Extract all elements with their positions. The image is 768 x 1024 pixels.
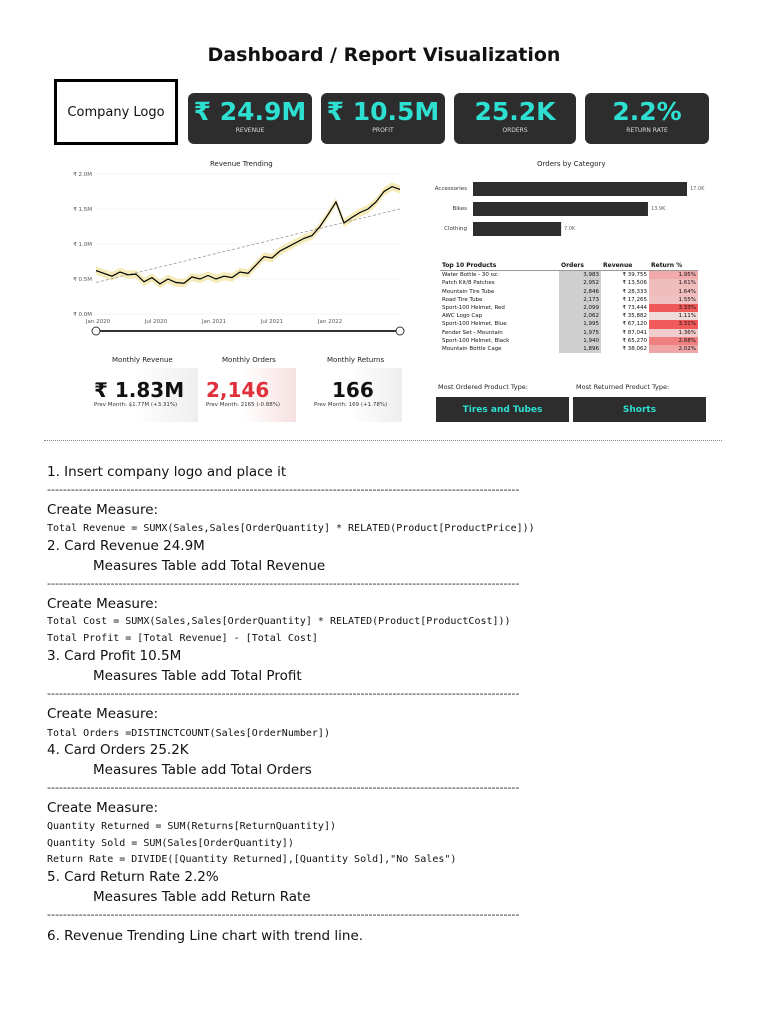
revenue-cell: ₹ 67,120 <box>622 321 647 328</box>
measure-total-orders: Total Orders =DISTINCTCOUNT(Sales[OrderNumber]) <box>47 728 330 739</box>
table-row <box>440 337 698 345</box>
category-label: Accessories <box>434 186 467 192</box>
separator: ----------------------------------------------------------------------------------------------------------------------- <box>47 688 520 700</box>
forecast-band <box>96 182 400 288</box>
y-tick-label: ₹ 0.0M <box>73 312 92 318</box>
revenue-cell: ₹ 87,041 <box>622 329 647 336</box>
kpi-card-profit <box>321 93 445 144</box>
table-row <box>440 279 698 287</box>
monthly-revenue-sub: Prev Month: $1.77M (+3.31%) <box>94 402 178 408</box>
return-cell: 2.68% <box>649 337 698 345</box>
x-tick-label: Jan 2021 <box>201 319 227 325</box>
revenue-cell: ₹ 13,506 <box>622 280 647 287</box>
step-5-detail: Measures Table add Return Rate <box>93 889 311 905</box>
col-header: Return % <box>649 262 698 271</box>
return-cell: 2.02% <box>649 345 698 353</box>
top-products-table <box>440 262 698 353</box>
return-cell: 1.95% <box>649 271 698 280</box>
company-logo <box>54 79 178 145</box>
create-measure-label: Create Measure: <box>47 502 159 518</box>
orders-cell: 2,173 <box>559 296 601 304</box>
bar-value-label: 7.0K <box>564 226 576 232</box>
product-name: AWC Logo Cap <box>442 313 483 320</box>
create-measure-label: Create Measure: <box>47 800 159 816</box>
slider-handle-end <box>396 327 404 335</box>
table-row <box>440 329 698 337</box>
page-title: Dashboard / Report Visualization <box>207 44 561 66</box>
col-header: Orders <box>559 262 601 271</box>
y-tick-label: ₹ 0.5M <box>73 277 92 283</box>
col-header: Revenue <box>601 262 649 271</box>
measure-return-rate: Return Rate = DIVIDE([Quantity Returned],[Quantity Sold],"No Sales") <box>47 854 457 865</box>
orders-cell: 2,846 <box>559 288 601 296</box>
measure-quantity-returned: Quantity Returned = SUM(Returns[ReturnQuantity]) <box>47 821 336 832</box>
monthly-revenue-card <box>94 368 198 422</box>
orders-cell: 3,983 <box>559 271 601 280</box>
kpi-value: 25.2K <box>474 97 556 126</box>
monthly-orders-value: 2,146 <box>206 378 270 402</box>
step-6: 6. Revenue Trending Line chart with trend line. <box>47 928 364 944</box>
logo-text: Company Logo <box>67 104 165 120</box>
step-3-detail: Measures Table add Total Profit <box>93 668 302 684</box>
revenue-trend-title: Revenue Trending <box>210 160 273 168</box>
table-row <box>440 304 698 312</box>
category-label: Bikes <box>452 206 467 212</box>
kpi-value: ₹ 24.9M <box>193 97 307 126</box>
revenue-cell: ₹ 17,265 <box>622 296 647 303</box>
most-ordered-label: Most Ordered Product Type: <box>438 383 528 391</box>
x-tick-label: Jul 2021 <box>260 319 284 325</box>
kpi-value: ₹ 10.5M <box>326 97 440 126</box>
monthly-revenue-value: ₹ 1.83M <box>94 378 185 402</box>
most-ordered-card: Tires and Tubes <box>436 397 569 422</box>
monthly-orders-title: Monthly Orders <box>222 356 276 364</box>
bar-value-label: 13.9K <box>650 206 666 212</box>
bar-value-label: 17.0K <box>690 186 705 192</box>
monthly-orders-card <box>206 368 296 422</box>
product-name: Patch Kit/8 Patches <box>442 280 495 287</box>
y-tick-label: ₹ 1.0M <box>73 242 92 248</box>
orders-cell: 1,995 <box>559 320 601 328</box>
product-name: Fender Set - Mountain <box>442 329 503 336</box>
category-bar <box>473 202 648 216</box>
category-bar <box>473 222 561 236</box>
measure-total-profit: Total Profit = [Total Revenue] - [Total Cost] <box>47 633 318 644</box>
dashboard-divider <box>44 440 722 441</box>
monthly-orders-sub: Prev Month: 2165 (-0.88%) <box>206 402 281 408</box>
monthly-returns-title: Monthly Returns <box>327 356 385 364</box>
orders-cell: 2,952 <box>559 279 601 287</box>
kpi-card-revenue <box>188 93 312 144</box>
monthly-returns-card <box>314 368 402 422</box>
table-row <box>440 312 698 320</box>
orders-cell: 1,940 <box>559 337 601 345</box>
separator: ----------------------------------------------------------------------------------------------------------------------- <box>47 909 520 921</box>
monthly-revenue-title: Monthly Revenue <box>112 356 173 364</box>
product-name: Sport-100 Helmet, Red <box>442 305 505 312</box>
revenue-cell: ₹ 73,444 <box>622 305 647 312</box>
revenue-cell: ₹ 39,755 <box>622 272 647 279</box>
orders-category-title: Orders by Category <box>537 160 606 168</box>
product-name: Mountain Bottle Cage <box>442 346 502 353</box>
y-tick-label: ₹ 2.0M <box>73 172 92 178</box>
orders-cell: 1,896 <box>559 345 601 353</box>
step-2: 2. Card Revenue 24.9M <box>47 538 205 554</box>
product-name: Water Bottle - 30 oz. <box>442 272 499 279</box>
measure-total-revenue: Total Revenue = SUMX(Sales,Sales[OrderQuantity] * RELATED(Product[ProductPrice])) <box>47 523 535 534</box>
kpi-card-orders <box>454 93 576 144</box>
table-row <box>440 288 698 296</box>
product-name: Road Tire Tube <box>442 296 483 303</box>
product-name: Sport-100 Helmet, Black <box>442 337 510 344</box>
table-row <box>440 320 698 328</box>
revenue-cell: ₹ 38,062 <box>622 346 647 353</box>
return-cell: 1.36% <box>649 329 698 337</box>
kpi-label: REVENUE <box>235 127 265 134</box>
step-2-detail: Measures Table add Total Revenue <box>93 558 326 574</box>
monthly-returns-sub: Prev Month: 169 (+1.78%) <box>314 402 388 408</box>
revenue-cell: ₹ 28,333 <box>622 288 647 295</box>
measure-quantity-sold: Quantity Sold = SUM(Sales[OrderQuantity]) <box>47 838 294 849</box>
kpi-label: ORDERS <box>502 127 528 134</box>
step-4-detail: Measures Table add Total Orders <box>93 762 312 778</box>
orders-cell: 2,099 <box>559 304 601 312</box>
create-measure-label: Create Measure: <box>47 596 159 612</box>
revenue-trend-chart <box>54 168 410 340</box>
step-1: 1. Insert company logo and place it <box>47 464 287 480</box>
return-cell: 1.61% <box>649 279 698 287</box>
table-row <box>440 345 698 353</box>
return-cell: 3.31% <box>649 320 698 328</box>
category-label: Clothing <box>444 226 467 232</box>
most-returned-label: Most Returned Product Type: <box>576 383 670 391</box>
orders-cell: 2,062 <box>559 312 601 320</box>
x-tick-label: Jul 2020 <box>144 319 168 325</box>
category-bar <box>473 182 687 196</box>
step-3: 3. Card Profit 10.5M <box>47 648 182 664</box>
kpi-card-return-rate <box>585 93 709 144</box>
orders-cell: 1,975 <box>559 329 601 337</box>
monthly-returns-value: 166 <box>332 378 374 402</box>
col-header: Top 10 Products <box>440 262 559 271</box>
kpi-label: PROFIT <box>372 127 394 134</box>
product-name: Sport-100 Helmet, Blue <box>442 321 507 328</box>
orders-category-chart <box>424 174 714 240</box>
return-cell: 3.33% <box>649 304 698 312</box>
separator: ----------------------------------------------------------------------------------------------------------------------- <box>47 484 520 496</box>
y-tick-label: ₹ 1.5M <box>73 207 92 213</box>
measure-total-cost: Total Cost = SUMX(Sales,Sales[OrderQuantity] * RELATED(Product[ProductCost])) <box>47 616 511 627</box>
x-tick-label: Jan 2020 <box>85 319 111 325</box>
step-4: 4. Card Orders 25.2K <box>47 742 189 758</box>
separator: ----------------------------------------------------------------------------------------------------------------------- <box>47 578 520 590</box>
create-measure-label: Create Measure: <box>47 706 159 722</box>
return-cell: 1.64% <box>649 288 698 296</box>
step-5: 5. Card Return Rate 2.2% <box>47 869 219 885</box>
most-returned-card: Shorts <box>573 397 706 422</box>
return-cell: 1.55% <box>649 296 698 304</box>
kpi-label: RETURN RATE <box>626 127 668 134</box>
revenue-cell: ₹ 35,882 <box>622 313 647 320</box>
return-cell: 1.11% <box>649 312 698 320</box>
revenue-cell: ₹ 65,270 <box>622 337 647 344</box>
slider-handle-start <box>92 327 100 335</box>
table-row <box>440 296 698 304</box>
kpi-value: 2.2% <box>612 97 682 126</box>
x-tick-label: Jan 2022 <box>317 319 343 325</box>
product-name: Mountain Tire Tube <box>442 288 495 295</box>
separator: ----------------------------------------------------------------------------------------------------------------------- <box>47 782 520 794</box>
table-row <box>440 271 698 280</box>
